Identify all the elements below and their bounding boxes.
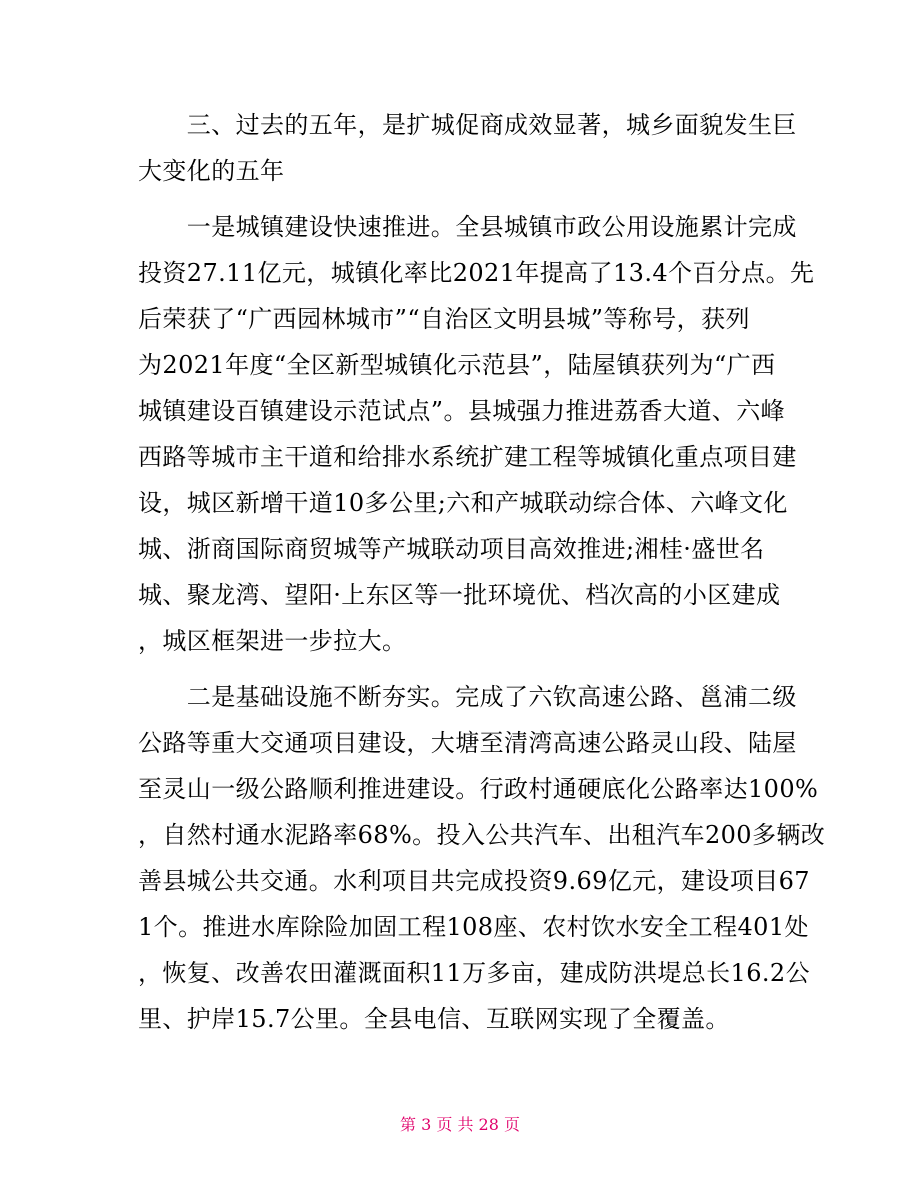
text-line: ，恢复、改善农田灌溉面积11万多亩，建成防洪堤总长16.2公 [138, 959, 810, 987]
text-line: 为2021年度“全区新型城镇化示范县”，陆屋镇获列为“广西 [138, 351, 776, 379]
text-line: 投资27.11亿元，城镇化率比2021年提高了13.4个百分点。先 [138, 259, 815, 287]
text-line: 里、护岸15.7公里。全县电信、互联网实现了全覆盖。 [138, 1005, 730, 1033]
text-line: 城镇建设百镇建设示范试点”。县城强力推进荔香大道、六峰 [138, 397, 786, 425]
text-line: 大变化的五年 [138, 157, 285, 185]
text-line: 1个。推进水库除险加固工程108座、农村饮水安全工程401处 [138, 913, 809, 941]
text-line: 二是基础设施不断夯实。完成了六钦高速公路、邕浦二级 [138, 683, 797, 711]
page-number-footer: 第 3 页 共 28 页 [400, 1115, 520, 1134]
text-line: 城、浙商国际商贸城等产城联动项目高效推进;湘桂·盛世名 [138, 535, 765, 563]
text-line: 三、过去的五年，是扩城促商成效显著，城乡面貌发生巨 [138, 111, 797, 139]
text-line: ，城区框架进一步拉大。 [138, 627, 407, 655]
text-line: 城、聚龙湾、望阳·上东区等一批环境优、档次高的小区建成 [138, 581, 781, 609]
text-line: 后荣获了“广西园林城市”“自治区文明县城”等称号，获列 [138, 305, 750, 333]
text-line: ，自然村通水泥路率68%。投入公共汽车、出租汽车200多辆改 [138, 821, 826, 849]
text-line: 善县城公共交通。水利项目共完成投资9.69亿元，建设项目67 [138, 867, 810, 895]
text-line: 公路等重大交通项目建设，大塘至清湾高速公路灵山段、陆屋 [138, 729, 797, 757]
body-text [138, 102, 826, 1042]
text-line: 一是城镇建设快速推进。全县城镇市政公用设施累计完成 [138, 213, 797, 241]
text-line: 设，城区新增干道10多公里;六和产城联动综合体、六峰文化 [138, 489, 788, 517]
text-line: 至灵山一级公路顺利推进建设。行政村通硬底化公路率达100% [138, 775, 819, 803]
text-line: 西路等城市主干道和给排水系统扩建工程等城镇化重点项目建 [138, 443, 797, 471]
